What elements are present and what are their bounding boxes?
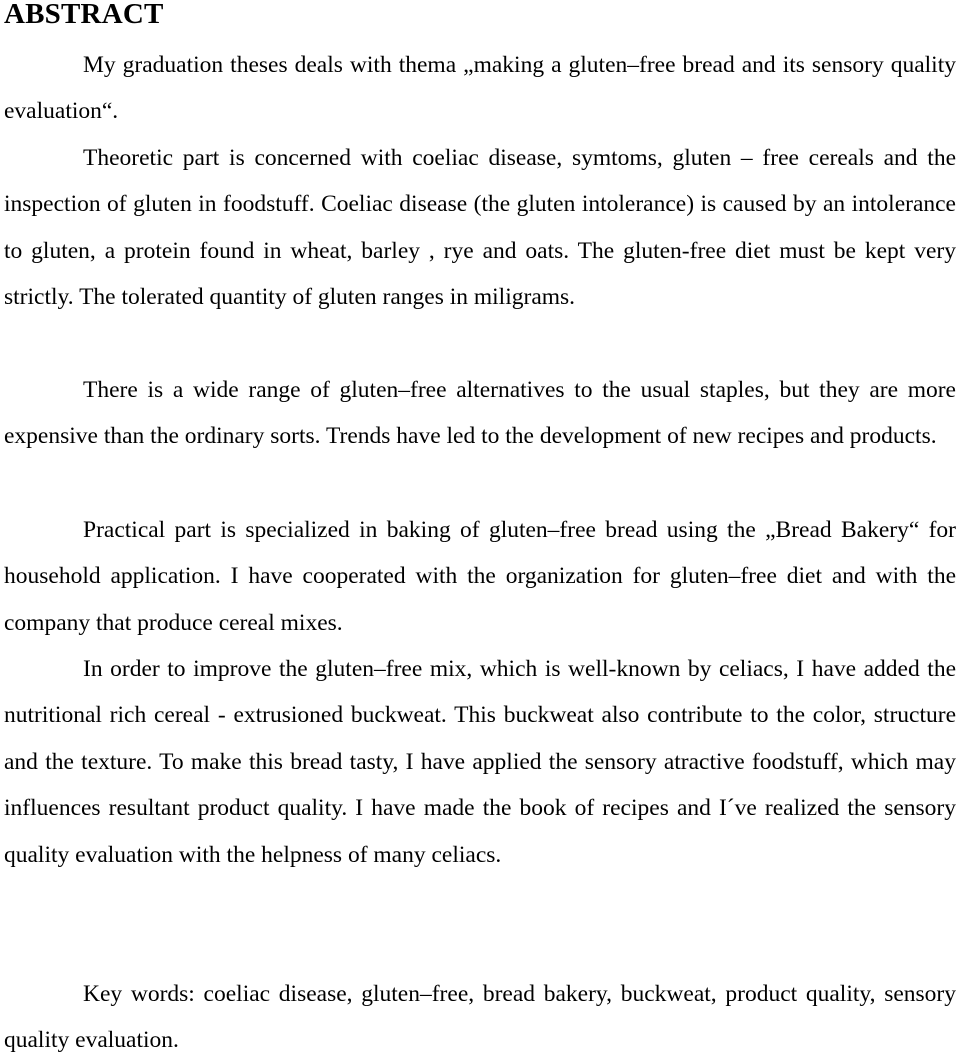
paragraph-theoretic-part: Theoretic part is concerned with coeliac disease, symtoms, gluten – free cereals and the inspection of gluten in foodstuff. Coeliac disease (the gluten intolerance) is caused by an intolerance to gluten, a protein found in wheat, barley , rye and oats. The gluten-free diet must be kept very strictly. The tolerated quantity of gluten ranges in miligrams. (4, 145, 956, 311)
paragraph-improvement: In order to improve the gluten–free mix, which is well-known by celiacs, I have added the nutritional rich cereal - extrusioned buckweat. This buckweat also contribute to the color, structure and the texture. To make this bread tasty, I have applied the sensory atractive foodstuff, which may influences resultant product quality. I have made the book of recipes and I´ve realized the sensory quality evaluation with the helpness of many celiacs. (4, 656, 956, 868)
abstract-heading: ABSTRACT (4, 0, 164, 30)
paragraph-practical-part: Practical part is specialized in baking of gluten–free bread using the „Bread Bakery“ for household application. I have cooperated with the organization for gluten–free diet and with the company that produce cereal mixes. (4, 517, 956, 636)
paragraph-alternatives: There is a wide range of gluten–free alternatives to the usual staples, but they are more expensive than the ordinary sorts. Trends have led to the development of new recipes and products. (4, 377, 956, 450)
paragraph-thesis-topic: My graduation theses deals with thema „making a gluten–free bread and its sensory quality evaluation“. (4, 52, 956, 125)
paragraph-key-words: Key words: coeliac disease, gluten–free, bread bakery, buckweat, product quality, sensory quality evaluation. (4, 981, 956, 1054)
